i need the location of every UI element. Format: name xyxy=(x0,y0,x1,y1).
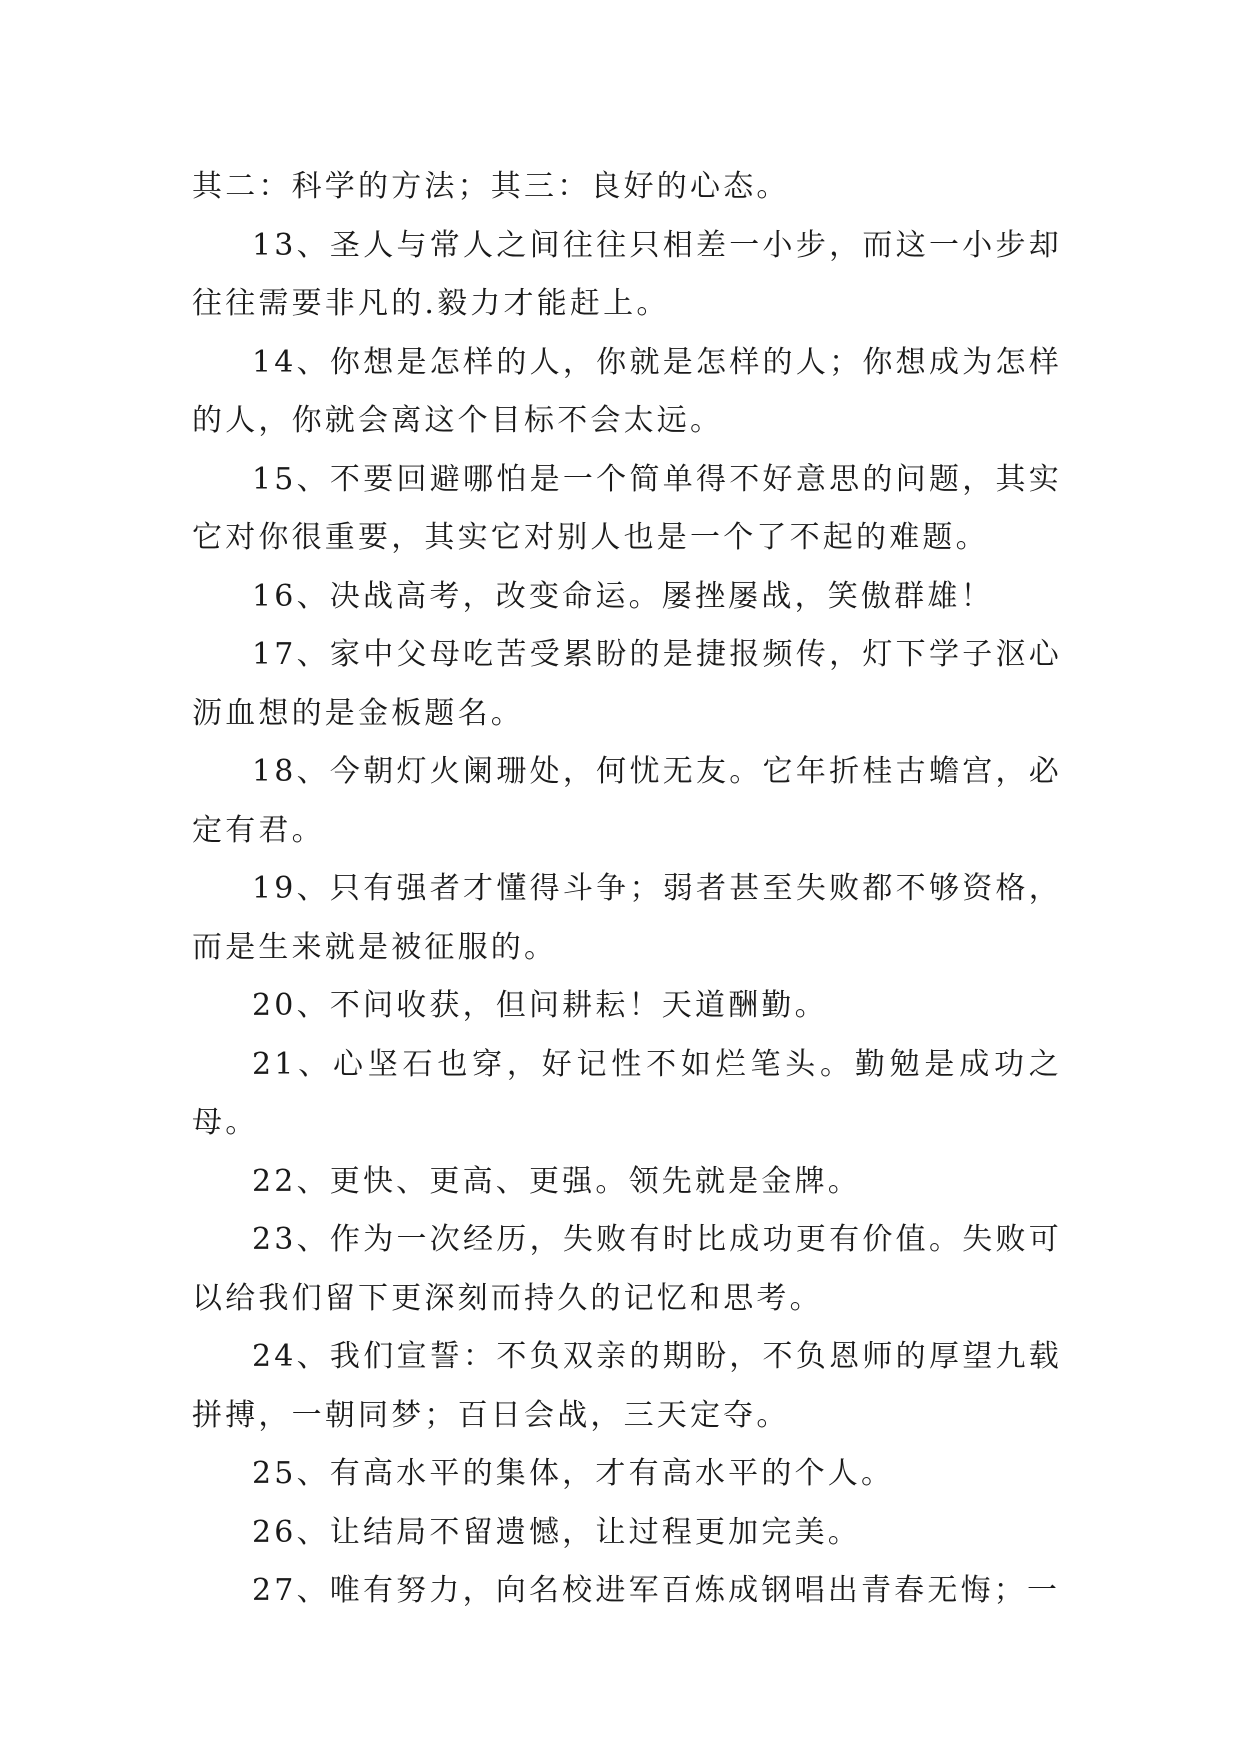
paragraph-14: 14、你想是怎样的人，你就是怎样的人；你想成为怎样的人，你就会离这个目标不会太远。 xyxy=(192,344,1062,438)
paragraph-20: 20、不问收获，但问耕耘！天道酬勤。 xyxy=(252,988,828,1023)
document-body xyxy=(192,158,1062,1621)
paragraph-24: 24、我们宣誓：不负双亲的期盼，不负恩师的厚望九载拼搏，一朝同梦；百日会战，三天定夺。 xyxy=(192,1339,1062,1433)
paragraph-13: 13、圣人与常人之间往往只相差一小步，而这一小步却往往需要非凡的.毅力才能赶上。 xyxy=(192,227,1062,321)
paragraph-continuation: 其二：科学的方法；其三：良好的心态。 xyxy=(192,169,790,204)
paragraph-25: 25、有高水平的集体，才有高水平的个人。 xyxy=(252,1456,895,1491)
paragraph-23: 23、作为一次经历，失败有时比成功更有价值。失败可以给我们留下更深刻而持久的记忆和思考。 xyxy=(192,1222,1062,1316)
paragraph-18: 18、今朝灯火阑珊处，何忧无友。它年折桂古蟾宫，必定有君。 xyxy=(192,754,1062,848)
paragraph-15: 15、不要回避哪怕是一个简单得不好意思的问题，其实它对你很重要，其实它对别人也是一个了不起的难题。 xyxy=(192,461,1062,555)
paragraph-22: 22、更快、更高、更强。领先就是金牌。 xyxy=(252,1163,861,1199)
paragraph-19: 19、只有强者才懂得斗争；弱者甚至失败都不够资格，而是生来就是被征服的。 xyxy=(192,871,1062,965)
paragraph-16: 16、决战高考，改变命运。屡挫屡战，笑傲群雄！ xyxy=(252,578,994,614)
paragraph-26: 26、让结局不留遗憾，让过程更加完美。 xyxy=(252,1514,861,1550)
paragraph-27: 27、唯有努力，向名校进军百炼成钢唱出青春无悔；一 xyxy=(252,1573,1061,1608)
paragraph-21: 21、心坚石也穿，好记性不如烂笔头。勤勉是成功之母。 xyxy=(192,1046,1062,1140)
paragraph-17: 17、家中父母吃苦受累盼的是捷报频传，灯下学子沤心沥血想的是金板题名。 xyxy=(192,637,1062,731)
